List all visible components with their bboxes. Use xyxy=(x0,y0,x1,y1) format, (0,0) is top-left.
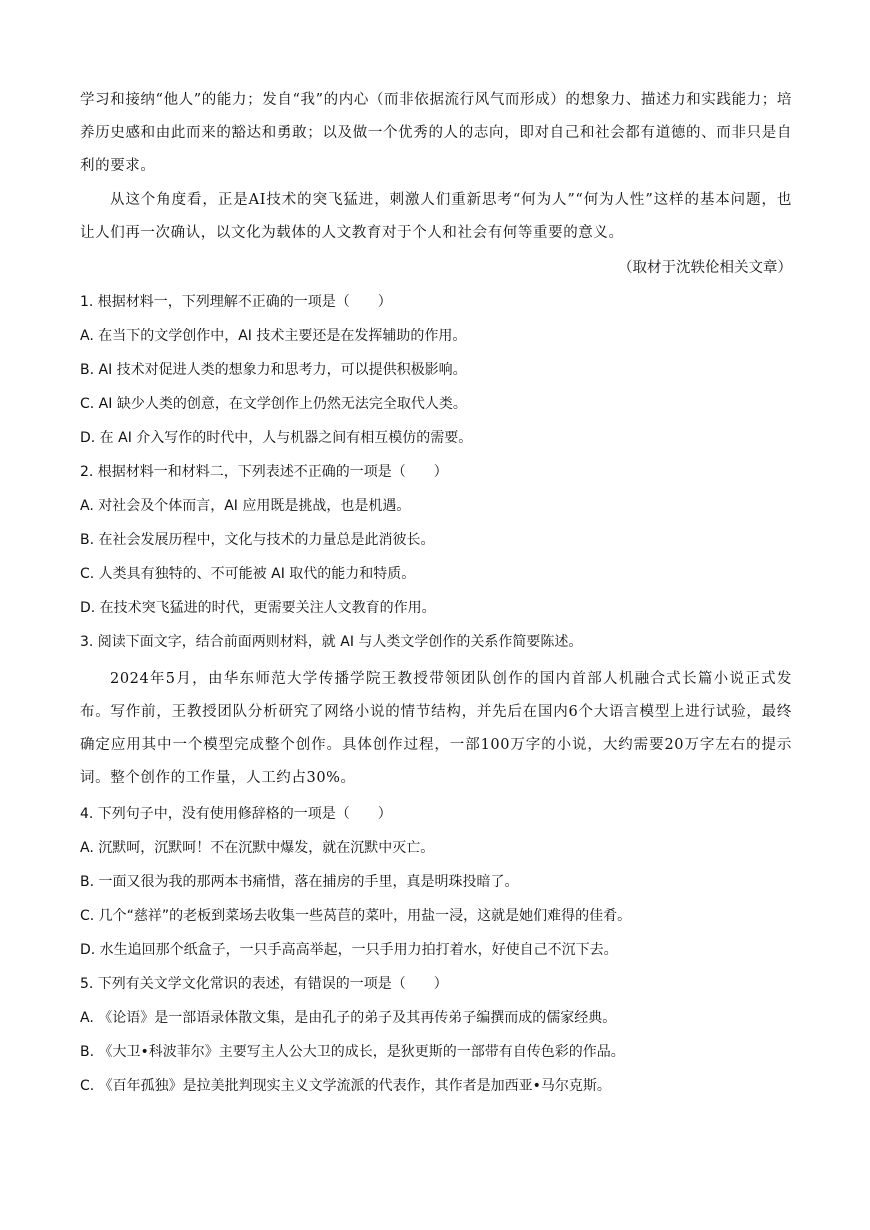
passage-paragraph-1: 学习和接纳“他人”的能力；发自“我”的内心（而非依据流行风气而形成）的想象力、描述力和实践能力；培养历史感和由此而来的豁达和勇敢；以及做一个优秀的人的志向，即对自己和社会都有道德的、而非只是自利的要求。 xyxy=(80,92,792,174)
question-5-stem: 5. 下列有关文学文化常识的表述，有错误的一项是（ ） xyxy=(80,976,448,992)
passage-source: （取材于沈轶伦相关文章） xyxy=(618,260,792,276)
question-1-stem: 1. 根据材料一，下列理解不正确的一项是（ ） xyxy=(80,294,392,310)
question-4-option-b: B. 一面又很为我的那两本书痛惜，落在捕房的手里，真是明珠投暗了。 xyxy=(80,874,519,890)
question-4-stem: 4. 下列句子中，没有使用修辞格的一项是（ ） xyxy=(80,806,392,822)
question-1-option-a: A. 在当下的文学创作中，AI 技术主要还是在发挥辅助的作用。 xyxy=(80,328,467,344)
passage-paragraph-2: 从这个角度看，正是AI技术的突飞猛进，刺激人们重新思考“何为人”“何为人性”这样的基本问题，也让人们再一次确认，以文化为载体的人文教育对于个人和社会有何等重要的意义。 xyxy=(80,192,792,241)
question-2-option-b: B. 在社会发展历程中，文化与技术的力量总是此消彼长。 xyxy=(80,532,435,548)
question-2-option-a: A. 对社会及个体而言，AI 应用既是挑战，也是机遇。 xyxy=(80,498,411,514)
question-5-option-a: A. 《论语》是一部语录体散文集，是由孔子的弟子及其再传弟子编撰而成的儒家经典。 xyxy=(80,1010,617,1026)
question-4-option-d: D. 水生追回那个纸盒子，一只手高高举起，一只手用力拍打着水，好使自己不沉下去。 xyxy=(80,942,618,958)
question-4-option-c: C. 几个“慈祥”的老板到菜场去收集一些莴苣的菜叶，用盐一浸，这就是她们难得的佳肴。 xyxy=(80,908,632,924)
question-1-option-c: C. AI 缺少人类的创意，在文学创作上仍然无法完全取代人类。 xyxy=(80,396,467,412)
question-3-stem: 3. 阅读下面文字，结合前面两则材料，就 AI 与人类文学创作的关系作简要陈述。 xyxy=(80,634,583,650)
question-5-option-b: B. 《大卫•科波菲尔》主要写主人公大卫的成长，是狄更斯的一部带有自传色彩的作品。 xyxy=(80,1044,625,1060)
question-3-material: 2024年5月，由华东师范大学传播学院王教授带领团队创作的国内首部人机融合式长篇小说正式发布。写作前，王教授团队分析研究了网络小说的情节结构，并先后在国内6个大语言模型上进行试验，最终确定应用其中一个模型完成整个创作。具体创作过程，一部100万字的小说，大约需要20万字左右的提示词。整个创作的工作量，人工约占30%。 xyxy=(80,671,792,786)
question-1-option-b: B. AI 技术对促进人类的想象力和思考力，可以提供积极影响。 xyxy=(80,362,467,378)
question-2-option-d: D. 在技术突飞猛进的时代，更需要关注人文教育的作用。 xyxy=(80,600,436,616)
question-1-option-d: D. 在 AI 介入写作的时代中，人与机器之间有相互模仿的需要。 xyxy=(80,430,473,446)
question-4-option-a: A. 沉默呵，沉默呵！不在沉默中爆发，就在沉默中灭亡。 xyxy=(80,840,435,856)
question-2-option-c: C. 人类具有独特的、不可能被 AI 取代的能力和特质。 xyxy=(80,566,416,582)
question-5-option-c: C. 《百年孤独》是拉美批判现实主义文学流派的代表作，其作者是加西亚•马尔克斯。 xyxy=(80,1078,611,1094)
question-2-stem: 2. 根据材料一和材料二，下列表述不正确的一项是（ ） xyxy=(80,464,448,480)
